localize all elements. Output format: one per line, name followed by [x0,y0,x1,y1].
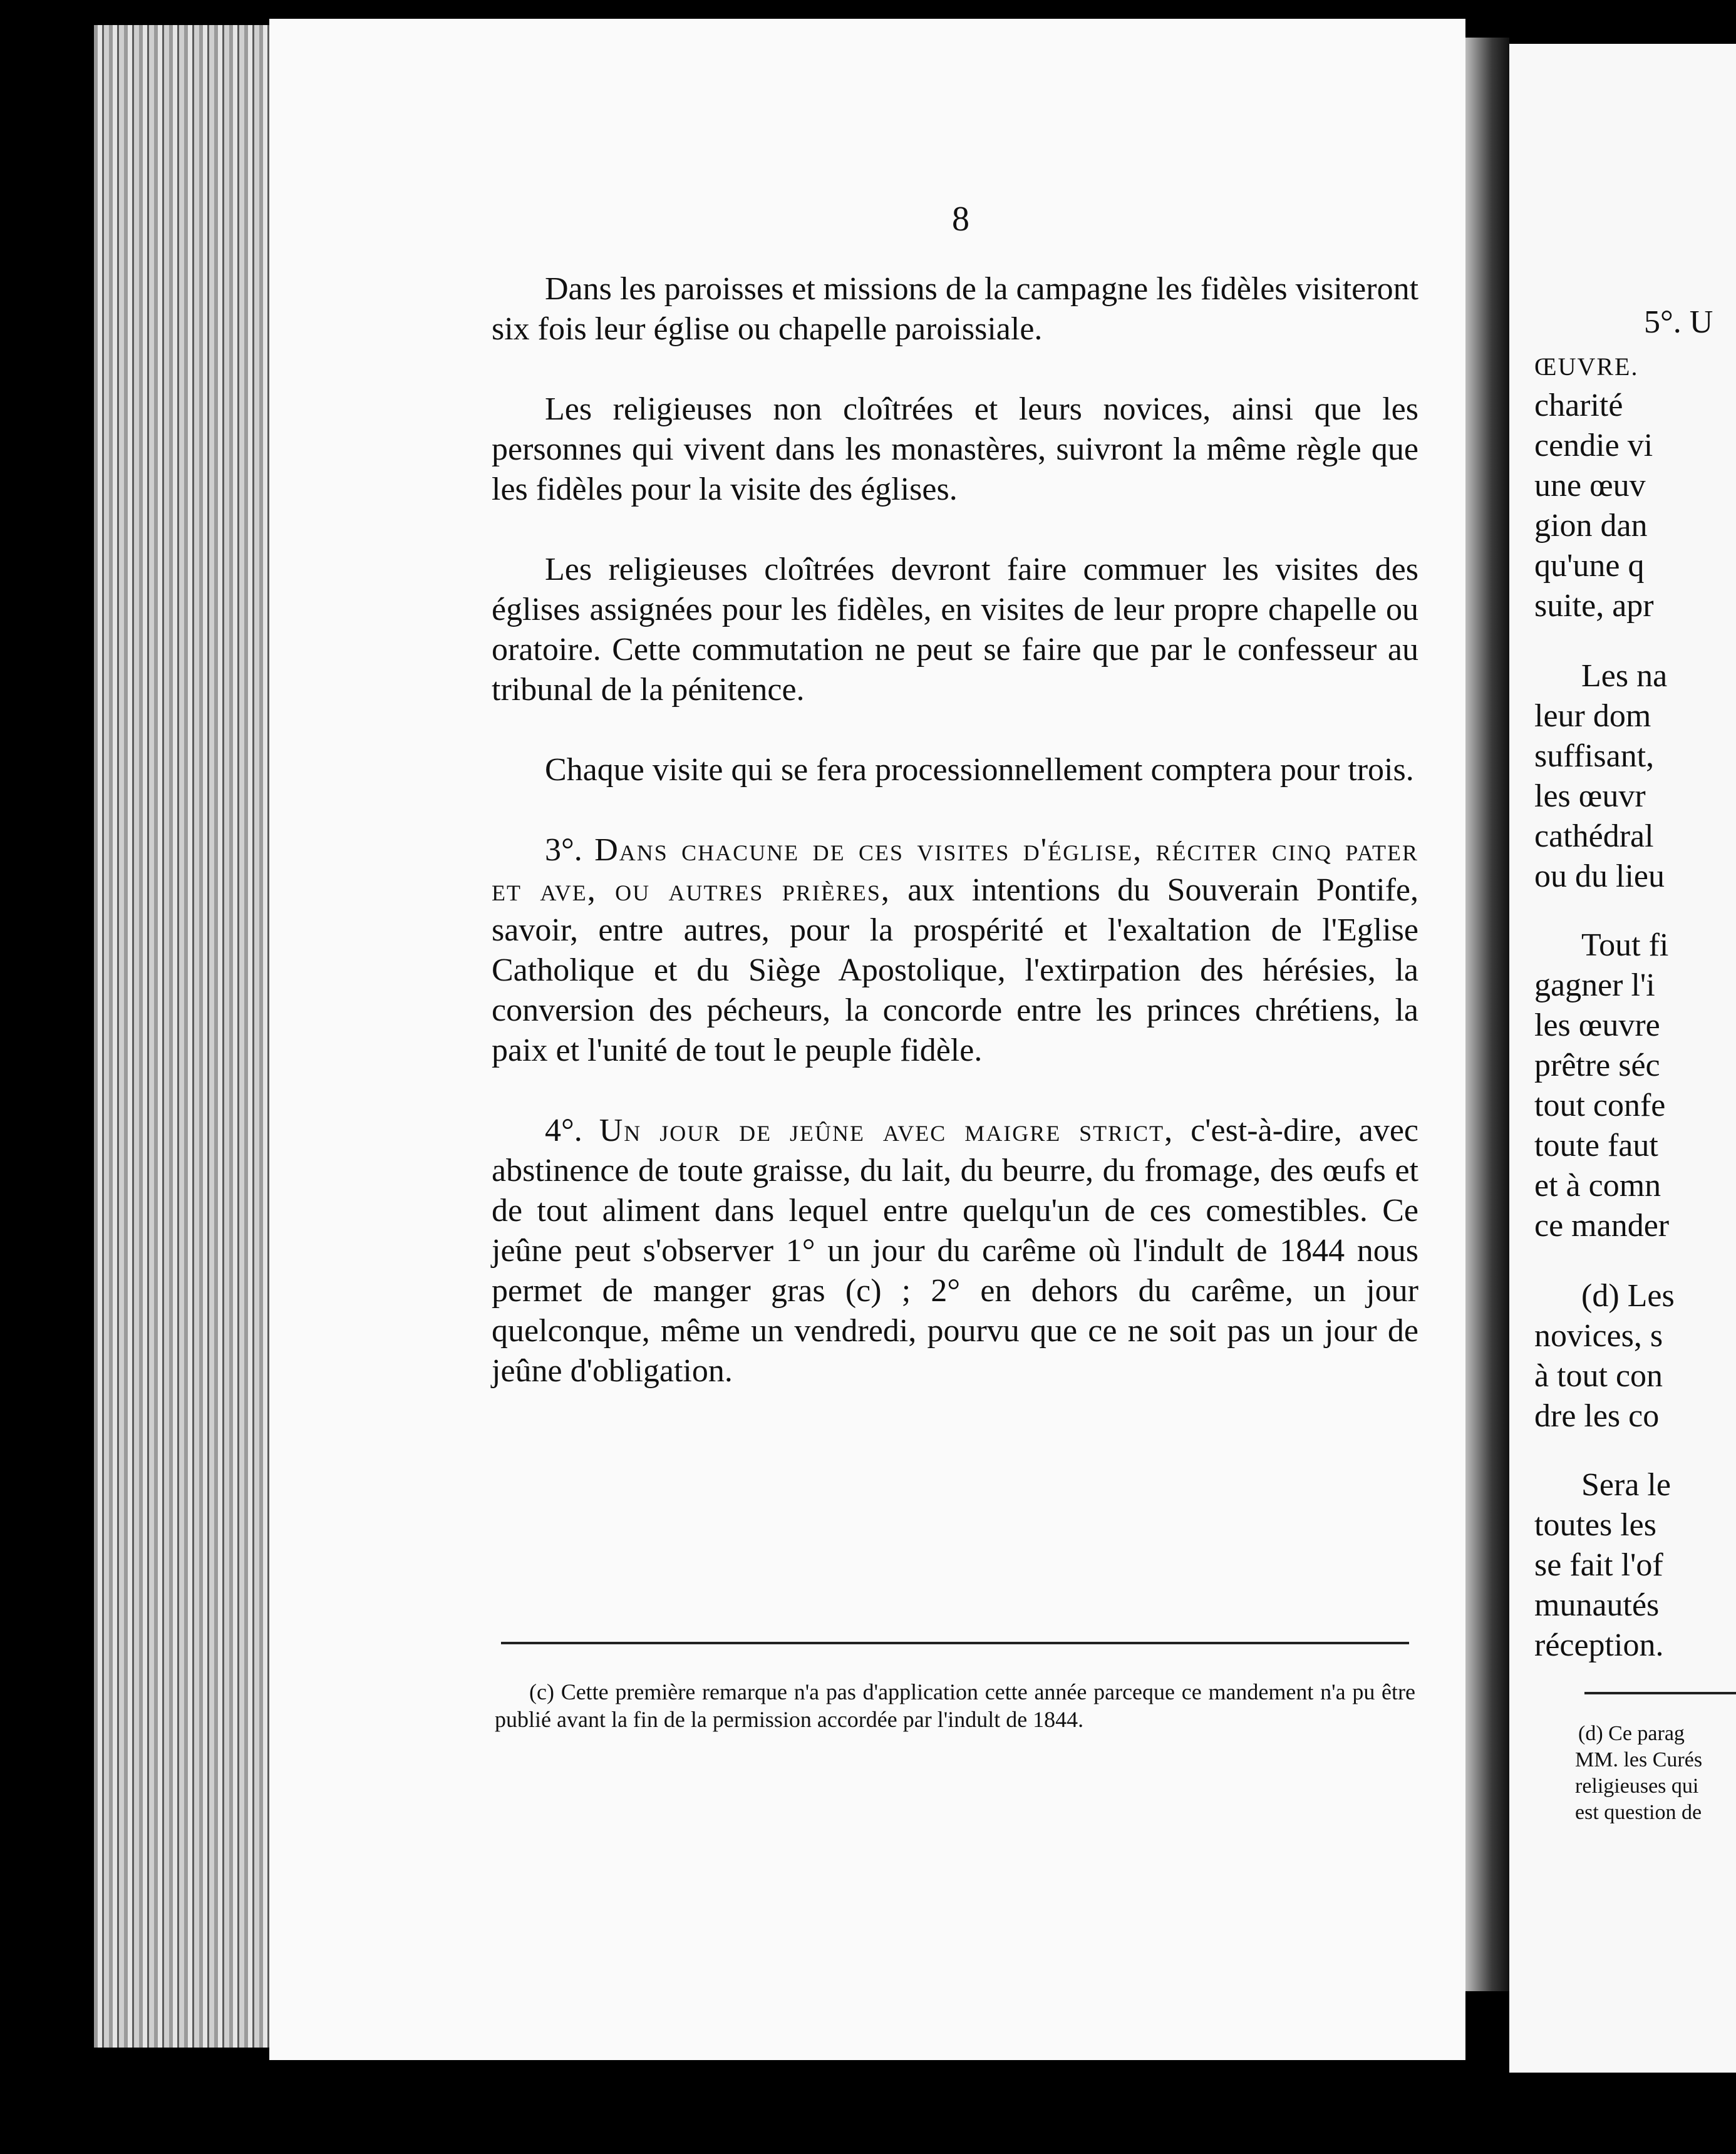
right-line: cendie vi [1534,428,1653,463]
right-line: prêtre séc [1534,1048,1660,1083]
right-line: ce mander [1534,1208,1670,1244]
right-line: leur dom [1534,698,1651,734]
paragraph-prieres [492,830,1418,1071]
paragraph-campagne: Dans les paroisses et missions de la campagne les fidèles visiteront six fois leur église ou chapelle paroissiale. [492,271,1419,347]
right-footnote-line: MM. les Curés [1575,1748,1703,1771]
right-line: toutes les [1534,1507,1656,1543]
page-edges [94,25,276,2048]
paragraph-text: aux intentions du Souverain Pontife, savoir, entre autres, pour la prospérité et l'exaltation de l'Eglise Catholique et du Siège Apostolique, l'extirpation des hérésies, la conversion des pécheurs, la concorde entre les princes chrétiens, la paix et l'unité de tout le peuple fidèle. [492,872,1418,1068]
right-line: gagner l'i [1534,967,1655,1003]
right-line: munautés [1534,1587,1660,1623]
right-line: charité [1534,388,1623,423]
right-line: tout confe [1534,1088,1666,1123]
right-line: une œuv [1534,468,1646,503]
right-line: Tout fi [1581,927,1669,963]
right-line: à tout con [1534,1358,1663,1394]
right-page [1509,44,1736,2073]
page-number: 8 [952,200,969,239]
right-line: les œuvre [1534,1007,1660,1043]
right-line: qu'une q [1534,548,1645,584]
right-line: ŒUVRE. [1534,353,1639,381]
left-page-text [492,269,1418,1431]
small-caps-heading: Dans chacune de ces visites d'église, réciter cinq pater et ave, ou autres prières, [492,832,1419,908]
section-number: 3°. [545,832,582,868]
right-line: les œuvr [1534,778,1646,814]
paragraph-religieuses-non-cloitrees: Les religieuses non cloîtrées et leurs novices, ainsi que les personnes qui vivent dans les monastères, suivront la même règle que les fidèles pour la visite des églises. [492,391,1418,507]
footnote-c: (c) Cette première remarque n'a pas d'application cette année parceque ce mandement n'a pu être publié avant la fin de la permission accordée par l'indult de 1844. [495,1679,1415,1732]
right-line: et à comn [1534,1168,1661,1203]
paragraph-religieuses-cloitrees: Les religieuses cloîtrées devront faire commuer les visites des églises assignées pour les fidèles, en visites de leur propre chapelle ou oratoire. Cette commutation ne peut se faire que par le confesseur au tribunal de la pénitence. [492,552,1418,708]
footnote-rule [501,1642,1409,1644]
right-line: ou du lieu [1534,858,1665,894]
right-line: 5°. U [1644,304,1713,340]
right-line: suite, apr [1534,588,1654,624]
right-footnote-line: religieuses qui [1575,1775,1699,1798]
right-line: toute faut [1534,1128,1658,1163]
right-line: (d) Les [1581,1278,1675,1314]
right-line: réception. [1534,1627,1664,1663]
right-line: Sera le [1581,1467,1671,1503]
right-line: suffisant, [1534,738,1655,774]
book-gutter [1465,38,1509,1991]
paragraph-jeune [492,1111,1418,1391]
right-line: dre les co [1534,1398,1660,1434]
right-footnote-line: (d) Ce parag [1578,1722,1685,1745]
right-line: novices, s [1534,1318,1663,1354]
right-footnote-line: est question de [1575,1801,1702,1824]
paragraph-visite-processionnelle: Chaque visite qui se fera processionnellement comptera pour trois. [545,752,1414,788]
right-line: cathédral [1534,818,1654,854]
right-footnote-rule [1584,1692,1736,1694]
right-line: se fait l'of [1534,1547,1663,1583]
small-caps-heading: Un jour de jeûne avec maigre strict, [599,1113,1174,1148]
paragraph-text: c'est-à-dire, avec abstinence de toute graisse, du lait, du beurre, du fromage, des œufs et de tout aliment dans lequel entre quelqu'un de ces comestibles. Ce jeûne peut s'observer 1° un jour du carême où l'indult de 1844 nous permet de manger gras (c) ; 2° en dehors du carême, un jour quelconque, même un vendredi, pourvu que ce ne soit pas un jour de jeûne d'obligation. [492,1113,1418,1389]
right-line: gion dan [1534,508,1648,544]
right-line: Les na [1581,658,1668,694]
section-number: 4°. [545,1113,582,1148]
